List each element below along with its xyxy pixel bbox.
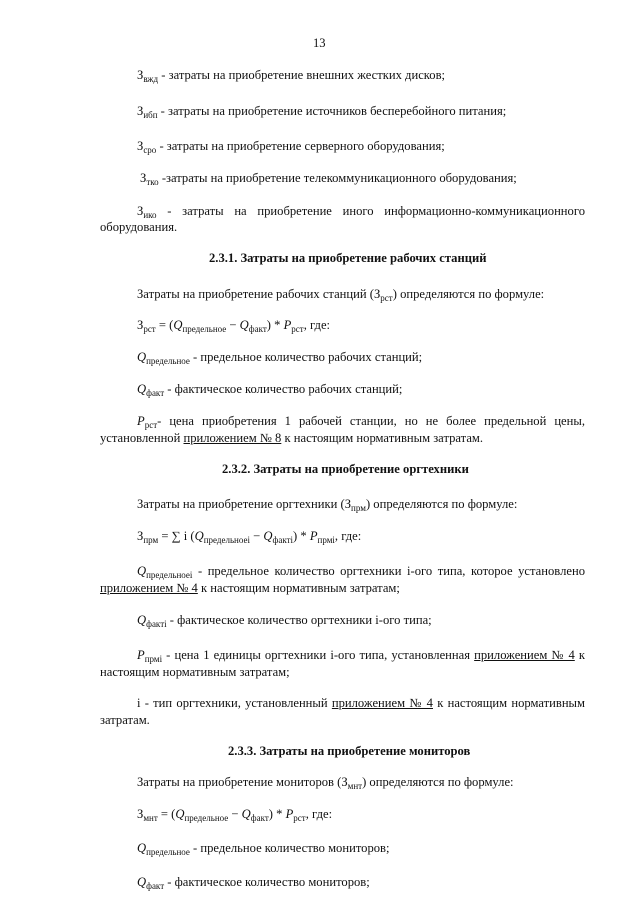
s232-def-qpred-line1: $Q_{предельноеi}$ - предельное количество оргтехники i-ого типа, которое установлено	[137, 564, 585, 580]
s231-formula: $З_{рст} = (Q_{предельное} - Q_{факт}) * P_{рст}$, где:	[137, 318, 331, 334]
definition-ziko-line2: оборудования.	[100, 220, 178, 234]
s232-def-i-line1: i - тип оргтехники, установленный приложением № 4 к настоящим нормативным	[137, 696, 585, 710]
s232-intro: Затраты на приобретение оргтехники $(З_{прм})$ определяются по формуле:	[137, 497, 518, 513]
page-number: 13	[313, 36, 326, 50]
heading-2-3-3: 2.3.3. Затраты на приобретение мониторов	[228, 744, 471, 758]
definition-zsro: $З_{сро}$ - затраты на приобретение серверного оборудования;	[137, 139, 445, 155]
s233-def-qfakt: $Q_{факт}$ - фактическое количество мониторов;	[137, 875, 370, 891]
heading-2-3-1: 2.3.1. Затраты на приобретение рабочих станций	[209, 251, 487, 265]
appendix-link[interactable]: приложением № 4	[474, 648, 575, 662]
definition-ztko: $З_{тко}$ -затраты на приобретение телекоммуникационного оборудования;	[140, 171, 517, 187]
heading-2-3-2: 2.3.2. Затраты на приобретение оргтехники	[222, 462, 469, 476]
definition-ziko-line1: $З_{ико}$ - затраты на приобретение иного информационно-коммуникационного	[137, 204, 585, 220]
s232-def-qpred-line2: приложением № 4 к настоящим нормативным затратам;	[100, 581, 400, 595]
s232-def-pprm-line1: $P_{прмi}$ - цена 1 единицы оргтехники i-ого типа, установленная приложением № 4 к	[137, 648, 585, 664]
s231-intro: Затраты на приобретение рабочих станций $(З_{рст})$ определяются по формуле:	[137, 287, 545, 303]
appendix-link[interactable]: приложением № 8	[183, 431, 282, 445]
s231-def-qpred: $Q_{предельное}$ - предельное количество рабочих станций;	[137, 350, 423, 366]
s231-def-qfakt: $Q_{факт}$ - фактическое количество рабочих станций;	[137, 382, 403, 398]
appendix-link[interactable]: приложением № 4	[100, 581, 198, 595]
s233-formula: $З_{мнт} = (Q_{предельное} - Q_{факт}) * P_{рст}$, где:	[137, 807, 333, 823]
s231-def-prst-line2: установленной приложением № 8 к настоящим нормативным затратам.	[100, 431, 484, 445]
s231-def-prst-line1: $P_{рст}-$ цена приобретения 1 рабочей станции, но не более предельной цены,	[137, 414, 585, 430]
s232-def-i-line2: затратам.	[100, 713, 150, 727]
s232-def-pprm-line2: настоящим нормативным затратам;	[100, 665, 290, 679]
s232-def-qfakt: $Q_{фактi}$ - фактическое количество оргтехники i-ого типа;	[137, 613, 432, 629]
s233-intro: Затраты на приобретение мониторов $(З_{мнт})$ определяются по формуле:	[137, 775, 514, 791]
definition-zibp: $З_{ибп}$ - затраты на приобретение источников бесперебойного питания;	[137, 104, 507, 120]
appendix-link[interactable]: приложением № 4	[331, 696, 433, 710]
s233-def-qpred: $Q_{предельное}$ - предельное количество мониторов;	[137, 841, 390, 857]
s232-formula: $З_{прм}$ = ∑ i $(Q_{предельноеi} - Q_{фактi}) * P_{прмi}$, где:	[137, 529, 362, 545]
definition-zvzhd: $З_{вжд}$ - затраты на приобретение внешних жестких дисков;	[137, 68, 446, 84]
